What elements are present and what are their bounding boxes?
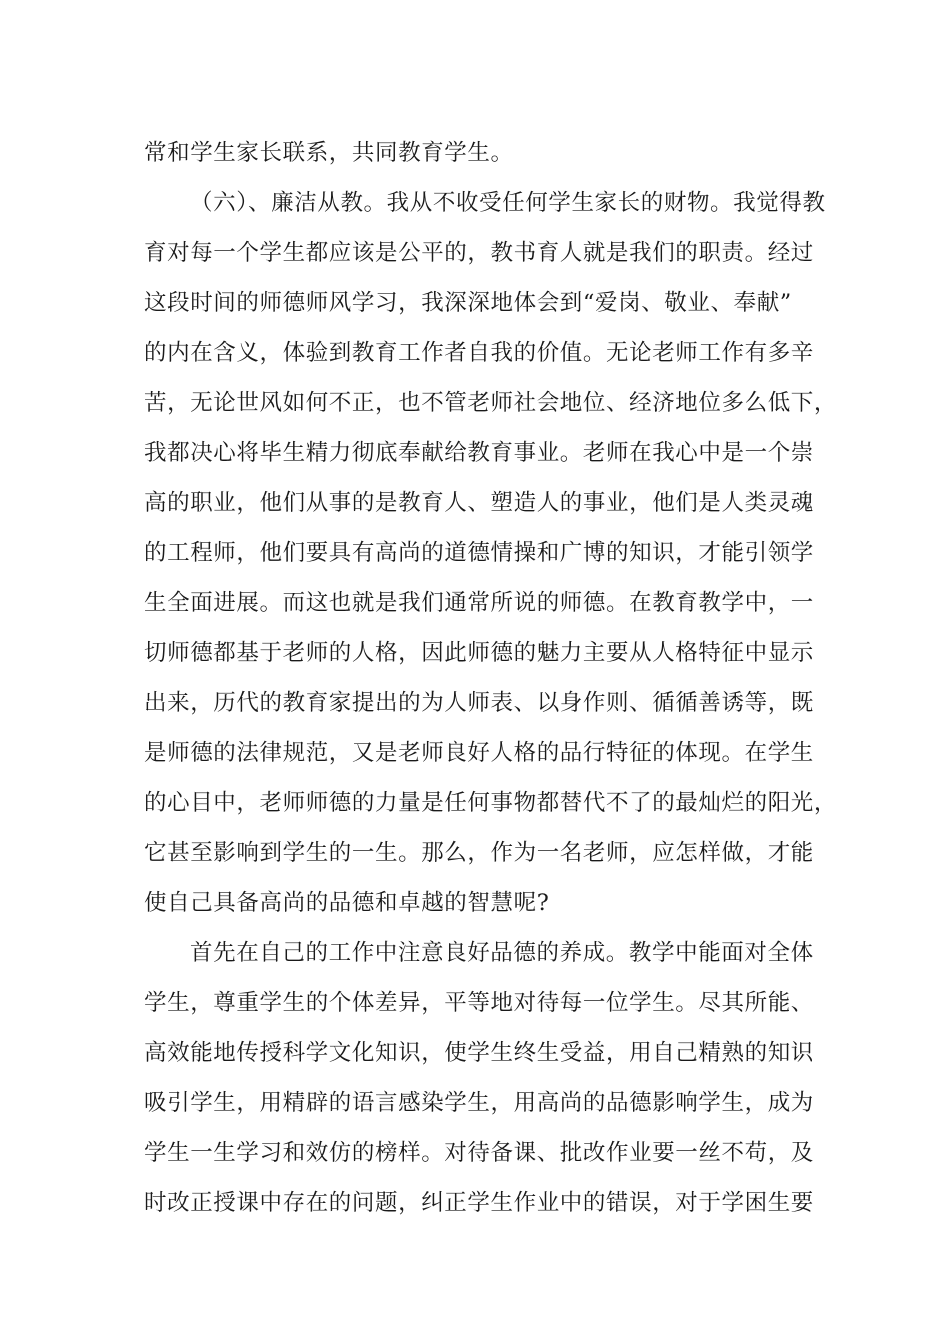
paragraph-first-line: 首先在自己的工作中注意良好品德的养成。教学中能面对全体 bbox=[190, 940, 814, 966]
body-text bbox=[144, 128, 838, 1228]
text-line: 的内在含义，体验到教育工作者自我的价值。无论老师工作有多辛 bbox=[144, 340, 814, 366]
text-line: 吸引学生，用精辟的语言感染学生，用高尚的品德影响学生，成为 bbox=[144, 1090, 814, 1116]
text-line: 使自己具备高尚的品德和卓越的智慧呢? bbox=[144, 890, 550, 916]
paragraph-first-line: （六）、廉洁从教。我从不收受任何学生家长的财物。我觉得教 bbox=[190, 190, 826, 216]
text-line: 切师德都基于老师的人格，因此师德的魅力主要从人格特征中显示 bbox=[144, 640, 814, 666]
text-line: 它甚至影响到学生的一生。那么，作为一名老师，应怎样做，才能 bbox=[144, 840, 814, 866]
text-line: 出来，历代的教育家提出的为人师表、以身作则、循循善诱等，既 bbox=[144, 690, 814, 716]
text-line: 生全面进展。而这也就是我们通常所说的师德。在教育教学中，一 bbox=[144, 590, 814, 616]
text-line: 这段时间的师德师风学习，我深深地体会到“爱岗、敬业、奉献” bbox=[144, 290, 792, 316]
text-line: 时改正授课中存在的问题，纠正学生作业中的错误，对于学困生要 bbox=[144, 1190, 814, 1216]
text-line: 育对每一个学生都应该是公平的，教书育人就是我们的职责。经过 bbox=[144, 240, 814, 266]
text-line: 学生，尊重学生的个体差异，平等地对待每一位学生。尽其所能、 bbox=[144, 990, 814, 1016]
text-line: 的心目中，老师师德的力量是任何事物都替代不了的最灿烂的阳光， bbox=[144, 790, 838, 816]
text-line: 我都决心将毕生精力彻底奉献给教育事业。老师在我心中是一个崇 bbox=[144, 440, 814, 466]
text-line: 高的职业，他们从事的是教育人、塑造人的事业，他们是人类灵魂 bbox=[144, 490, 814, 516]
text-line: 学生一生学习和效仿的榜样。对待备课、批改作业要一丝不苟，及 bbox=[144, 1140, 814, 1166]
text-line: 高效能地传授科学文化知识，使学生终生受益，用自己精熟的知识 bbox=[144, 1040, 814, 1066]
text-line: 苦，无论世风如何不正，也不管老师社会地位、经济地位多么低下， bbox=[144, 390, 838, 416]
text-line: 是师德的法律规范，又是老师良好人格的品行特征的体现。在学生 bbox=[144, 740, 814, 766]
text-line: 常和学生家长联系，共同教育学生。 bbox=[144, 140, 514, 166]
text-line: 的工程师，他们要具有高尚的道德情操和广博的知识，才能引领学 bbox=[144, 540, 814, 566]
